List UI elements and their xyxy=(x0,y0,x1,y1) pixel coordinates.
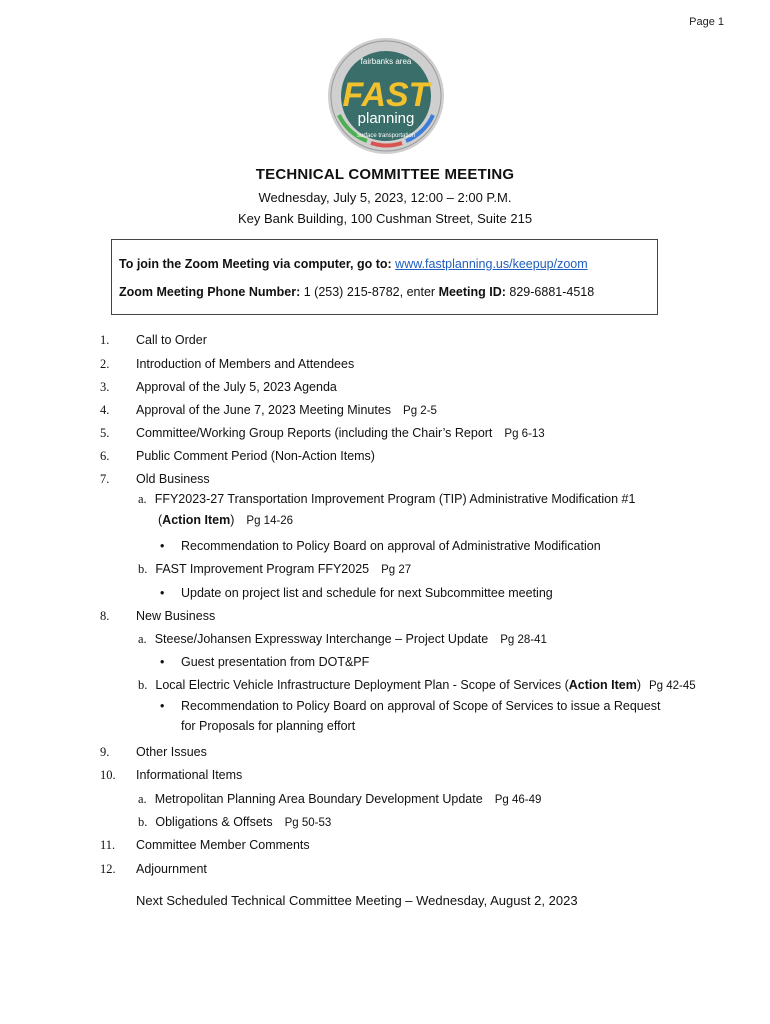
paren-open: ( xyxy=(158,513,163,527)
agenda-number: 4. xyxy=(100,403,110,417)
sub-item-fast-improvement xyxy=(138,562,411,577)
sub-item-text: Local Electric Vehicle Infrastructure Deployment Plan - Scope of Services ( xyxy=(155,678,569,692)
sub-item-text: FFY2023-27 Transportation Improvement Program (TIP) Administrative Modification #1 xyxy=(154,492,636,506)
sub-bullet-text: Update on project list and schedule for next Subcommittee meeting xyxy=(181,586,553,600)
sub-item-obligations xyxy=(138,815,331,830)
page-ref: Pg 27 xyxy=(381,564,412,576)
paren-close: ) xyxy=(230,513,235,527)
sub-item-text: FAST Improvement Program FFY2025 xyxy=(155,562,370,576)
page-ref: Pg 46-49 xyxy=(494,794,542,806)
sub-letter: a. xyxy=(138,792,147,806)
fast-planning-logo xyxy=(327,37,445,155)
meeting-title: TECHNICAL COMMITTEE MEETING xyxy=(255,166,515,183)
bullet-icon: • xyxy=(160,586,165,600)
agenda-item-old-business: Old Business xyxy=(136,472,210,486)
page-ref: Pg 50-53 xyxy=(284,817,332,829)
agenda-item-approve-minutes xyxy=(136,403,437,417)
agenda-item-text: Committee/Working Group Reports (including the Chair’s Report xyxy=(136,426,493,440)
sub-bullet-text: Recommendation to Policy Board on approval of Scope of Services to issue a Request xyxy=(181,699,661,713)
page-number: Page 1 xyxy=(689,16,724,28)
paren-close: ) xyxy=(636,678,641,692)
action-item-label: Action Item xyxy=(162,513,231,527)
zoom-phone-label: Zoom Meeting Phone Number: xyxy=(119,285,301,299)
sub-letter: b. xyxy=(138,815,148,829)
agenda-number: 5. xyxy=(100,426,110,440)
page-ref: Pg 2-5 xyxy=(403,405,437,417)
action-item-label: Action Item xyxy=(568,678,637,692)
sub-letter: a. xyxy=(138,492,147,506)
agenda-number: 10. xyxy=(100,768,116,782)
sub-bullet-text: Recommendation to Policy Board on approval of Administrative Modification xyxy=(181,539,601,553)
sub-item-mpa-boundary xyxy=(138,792,541,807)
agenda-number: 7. xyxy=(100,472,110,486)
agenda-item-text: Approval of the June 7, 2023 Meeting Minutes xyxy=(136,403,392,417)
agenda-item-new-business: New Business xyxy=(136,609,216,623)
agenda-item-informational: Informational Items xyxy=(136,768,243,782)
bullet-icon: • xyxy=(160,539,165,553)
zoom-join-line xyxy=(119,257,588,271)
sub-item-tip-amendment-cont xyxy=(158,513,293,527)
logo-ring-text-top: fairbanks area xyxy=(360,57,412,66)
agenda-item-introductions: Introduction of Members and Attendees xyxy=(136,357,355,371)
agenda-number: 9. xyxy=(100,745,110,759)
bullet-icon: • xyxy=(160,655,165,669)
sub-letter: b. xyxy=(138,678,148,692)
agenda-item-other-issues: Other Issues xyxy=(136,745,207,759)
page-ref: Pg 42-45 xyxy=(649,680,696,692)
agenda-item-public-comment: Public Comment Period (Non-Action Items) xyxy=(136,449,375,463)
meeting-id-value: 829-6881-4518 xyxy=(509,285,595,299)
agenda-number: 6. xyxy=(100,449,110,463)
logo-sub-text: planning xyxy=(357,110,415,127)
page-ref: Pg 6-13 xyxy=(504,428,545,440)
agenda-number: 11. xyxy=(100,838,116,852)
meeting-location: Key Bank Building, 100 Cushman Street, Suite 215 xyxy=(237,211,533,226)
agenda-number: 3. xyxy=(100,380,110,394)
sub-bullet-text: Guest presentation from DOT&PF xyxy=(181,655,370,669)
sub-item-tip-amendment xyxy=(138,492,635,507)
sub-item-interchange xyxy=(138,632,547,647)
agenda-number: 12. xyxy=(100,862,116,876)
agenda-number: 8. xyxy=(100,609,110,623)
sub-item-text: Metropolitan Planning Area Boundary Development Update xyxy=(154,792,483,806)
sub-bullet-text-cont: for Proposals for planning effort xyxy=(181,719,356,733)
agenda-item-call-to-order: Call to Order xyxy=(136,333,207,347)
agenda-item-adjournment: Adjournment xyxy=(136,862,207,876)
meeting-date: Wednesday, July 5, 2023, 12:00 – 2:00 P.M. xyxy=(258,190,512,205)
agenda-item-reports xyxy=(136,426,545,440)
bullet-icon: • xyxy=(160,699,165,713)
agenda-item-member-comments: Committee Member Comments xyxy=(136,838,310,852)
zoom-phone-line xyxy=(119,285,594,299)
logo-ring-text-bottom: surface transportation xyxy=(356,133,416,139)
sub-item-ev-plan xyxy=(138,678,696,693)
agenda-number: 1. xyxy=(100,333,110,347)
meeting-id-label: Meeting ID: xyxy=(438,285,506,299)
sub-item-text: Obligations & Offsets xyxy=(155,815,273,829)
page-ref: Pg 14-26 xyxy=(246,515,294,527)
logo-main-text: FAST xyxy=(342,76,430,114)
sub-item-text: Steese/Johansen Expressway Interchange – Project Update xyxy=(154,632,489,646)
zoom-link[interactable]: www.fastplanning.us/keepup/zoom xyxy=(395,257,588,271)
zoom-join-label: To join the Zoom Meeting via computer, go to: xyxy=(119,257,392,271)
sub-letter: b. xyxy=(138,562,148,576)
next-meeting-note: Next Scheduled Technical Committee Meeting – Wednesday, August 2, 2023 xyxy=(136,893,578,908)
agenda-number: 2. xyxy=(100,357,110,371)
zoom-info-box xyxy=(111,239,658,315)
page-ref: Pg 28-41 xyxy=(500,634,547,646)
sub-letter: a. xyxy=(138,632,147,646)
agenda-item-approve-agenda: Approval of the July 5, 2023 Agenda xyxy=(136,380,337,394)
zoom-phone-value: 1 (253) 215-8782, enter xyxy=(303,285,436,299)
